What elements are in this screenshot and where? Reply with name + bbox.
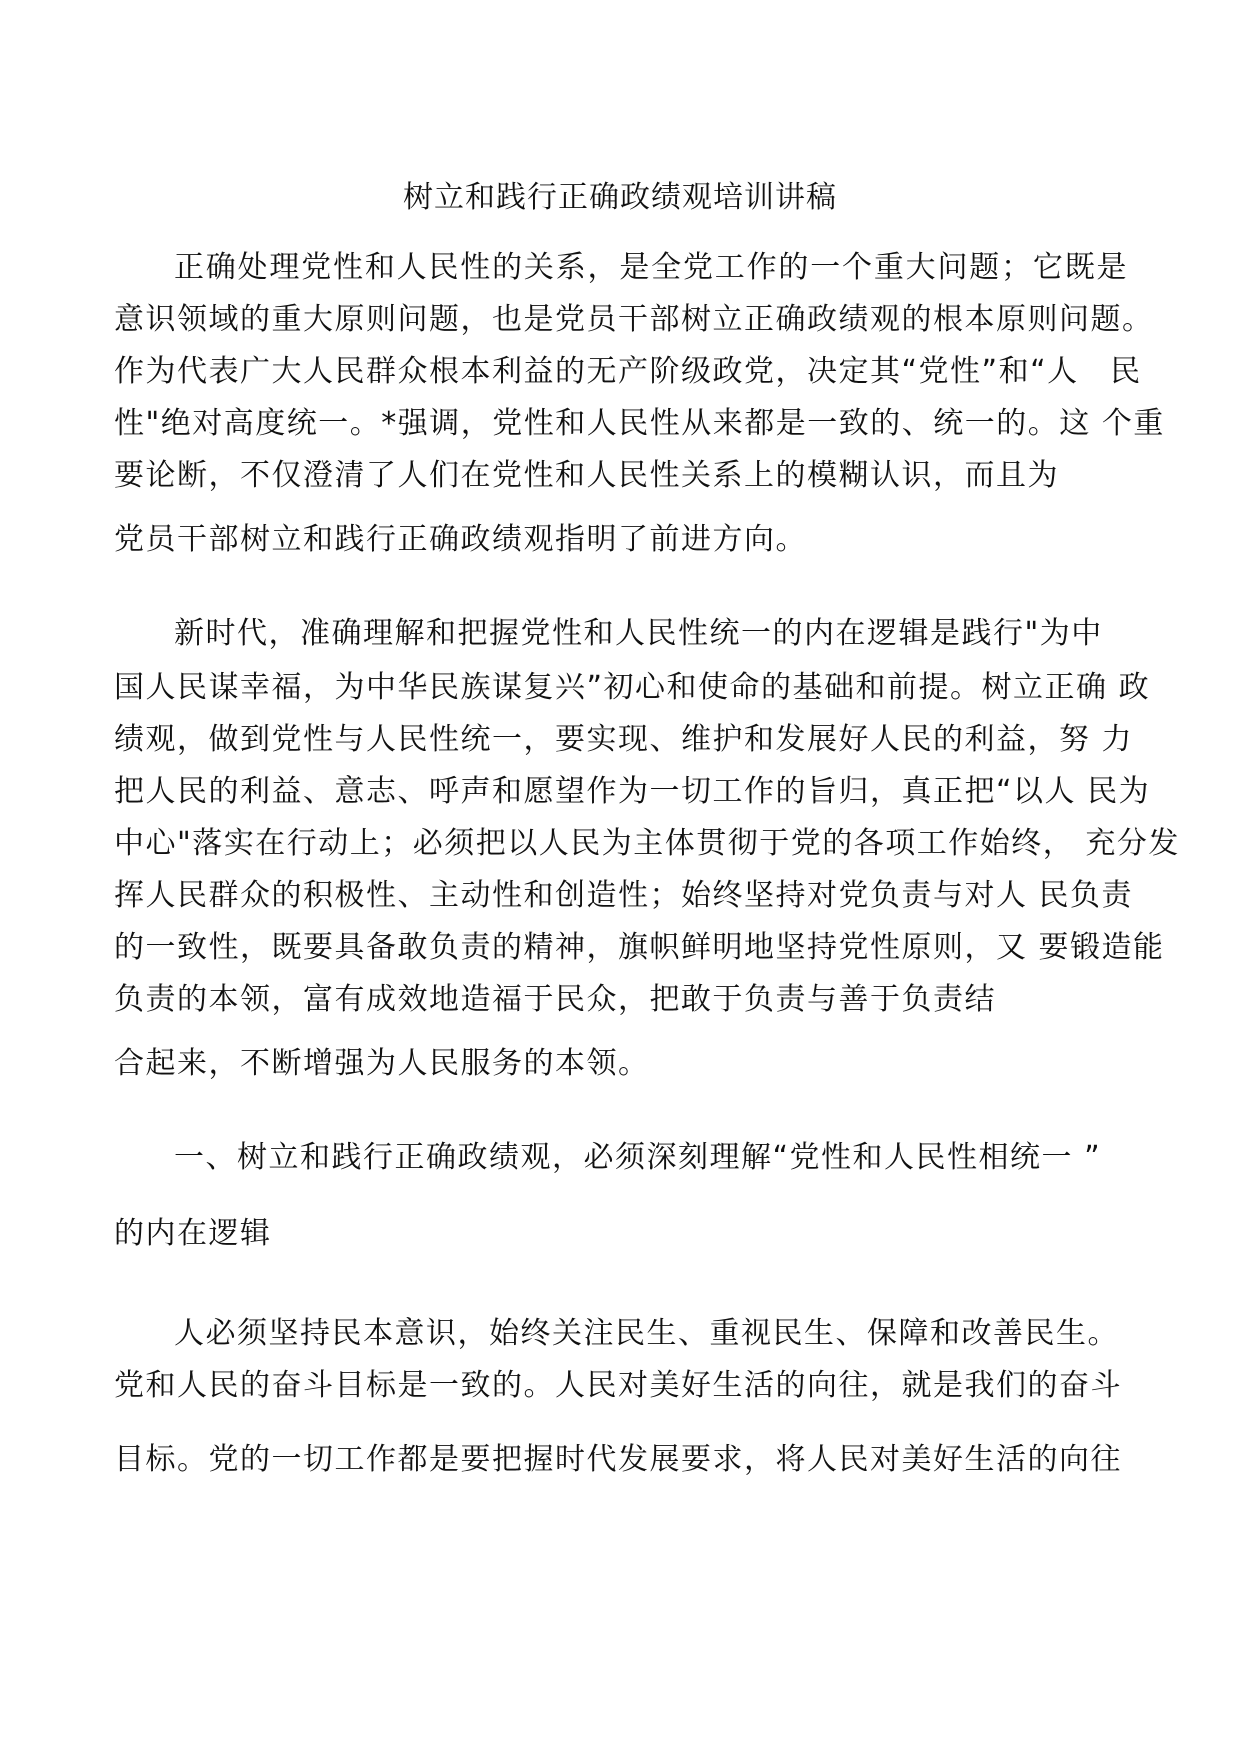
section-heading-line: 的内在逻辑 xyxy=(114,1216,272,1251)
paragraph-line: 把人民的利益、意志、呼声和愿望作为一切工作的旨归，真正把“以人 民为 xyxy=(114,774,1151,809)
paragraph-line: 目标。党的一切工作都是要把握时代发展要求，将人民对美好生活的向往 xyxy=(114,1442,1122,1477)
paragraph-line: 人必须坚持民本意识，始终关注民生、重视民生、保障和改善民生。 xyxy=(174,1316,1119,1351)
paragraph-line: 中心"落实在行动上；必须把以人民为主体贯彻于党的各项工作始终， 充分发 xyxy=(114,826,1180,861)
document-title: 树立和践行正确政绩观培训讲稿 xyxy=(403,180,837,215)
paragraph-line: 的一致性，既要具备敢负责的精神，旗帜鲜明地坚持党性原则，又 要锻造能 xyxy=(114,930,1165,965)
paragraph-line: 正确处理党性和人民性的关系，是全党工作的一个重大问题；它既是 xyxy=(174,250,1128,285)
paragraph-line: 挥人民群众的积极性、主动性和创造性；始终坚持对党负责与对人 民负责 xyxy=(114,878,1134,913)
paragraph-line: 国人民谋幸福，为中华民族谋复兴”初心和使命的基础和前提。树立正确 政 xyxy=(114,670,1151,705)
paragraph-line: 新时代，准确理解和把握党性和人民性统一的内在逻辑是践行"为中 xyxy=(174,616,1103,651)
paragraph-line: 性"绝对高度统一。*强调，党性和人民性从来都是一致的、统一的。这 个重 xyxy=(114,406,1165,441)
paragraph-line: 作为代表广大人民群众根本利益的无产阶级政党，决定其“党性”和“人 民 xyxy=(114,354,1142,389)
paragraph-line: 党员干部树立和践行正确政绩观指明了前进方向。 xyxy=(114,522,807,557)
paragraph-line: 党和人民的奋斗目标是一致的。人民对美好生活的向往，就是我们的奋斗 xyxy=(114,1368,1122,1403)
section-heading-line: 一、树立和践行正确政绩观，必须深刻理解“党性和人民性相统一 ” xyxy=(174,1140,1102,1175)
paragraph-line: 合起来，不断增强为人民服务的本领。 xyxy=(114,1046,650,1081)
paragraph-line: 意识领域的重大原则问题，也是党员干部树立正确政绩观的根本原则问题。 xyxy=(114,302,1154,337)
paragraph-line: 负责的本领，富有成效地造福于民众，把敢于负责与善于负责结 xyxy=(114,982,996,1017)
paragraph-line: 绩观，做到党性与人民性统一，要实现、维护和发展好人民的利益，努 力 xyxy=(114,722,1134,757)
paragraph-line: 要论断，不仅澄清了人们在党性和人民性关系上的模糊认识，而且为 xyxy=(114,458,1059,493)
